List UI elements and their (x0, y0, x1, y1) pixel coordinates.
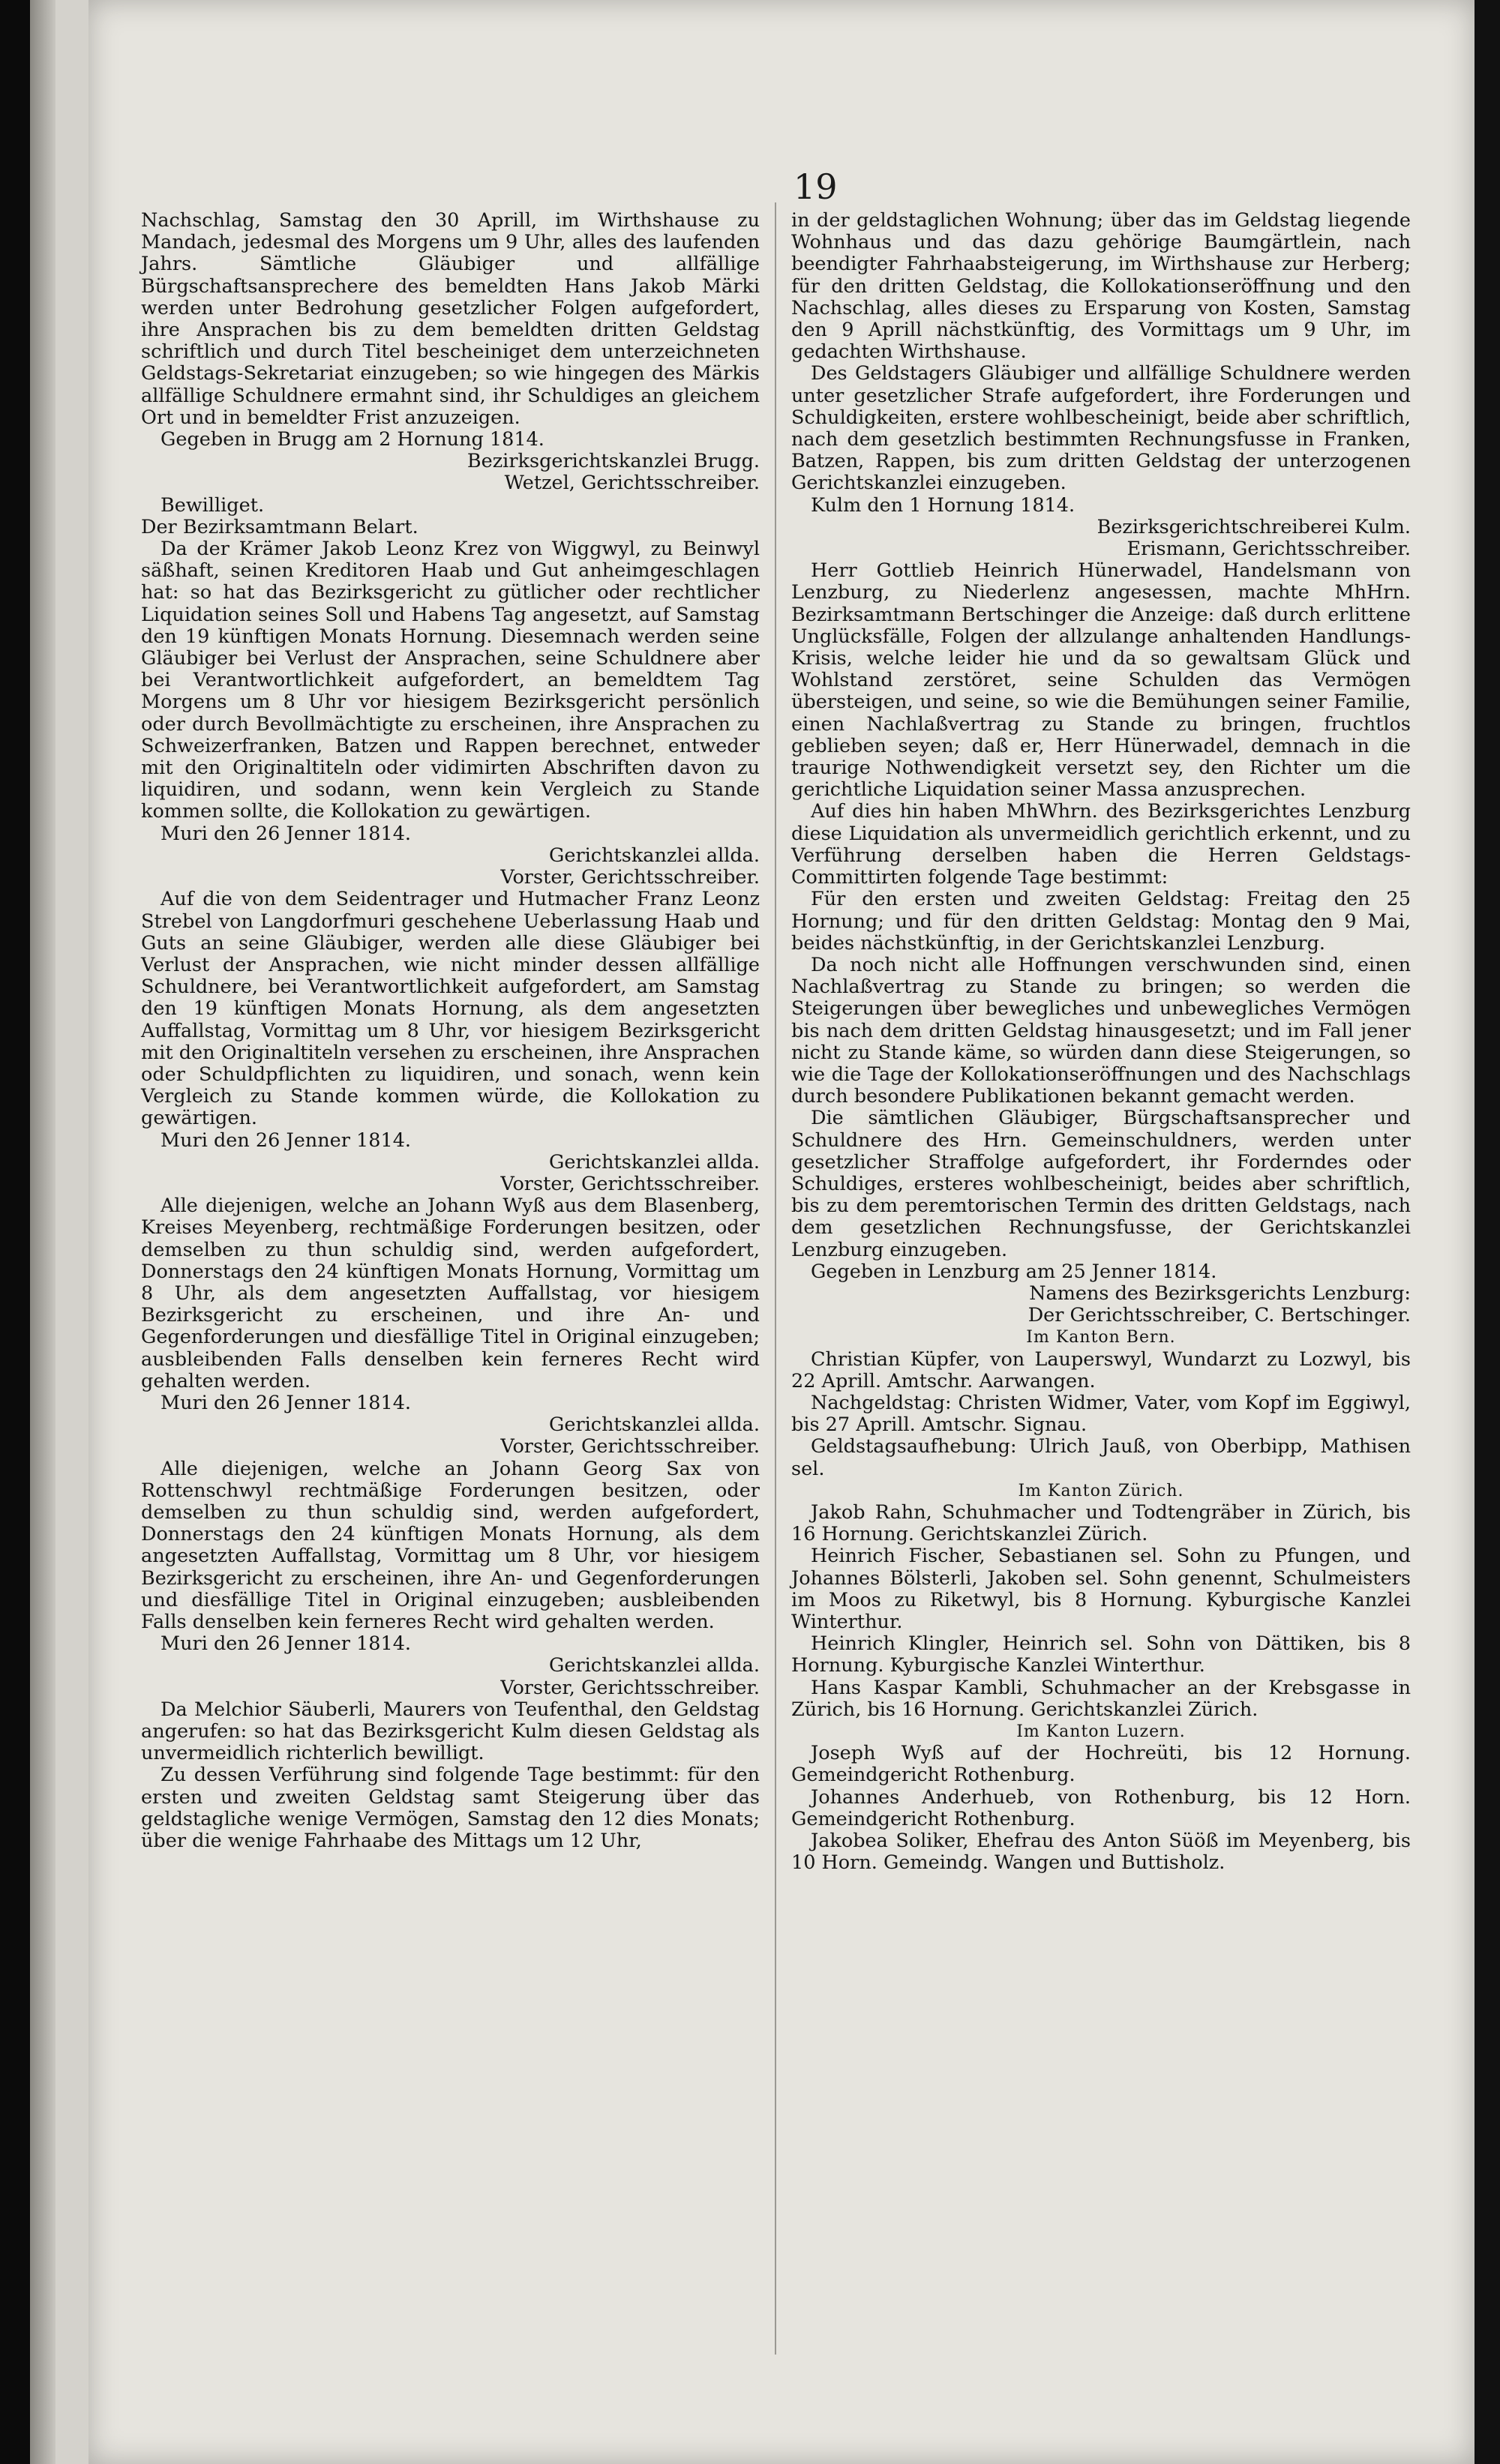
signature-line: Wetzel, Gerichtsschreiber. (504, 472, 760, 495)
binding-shadow (30, 0, 56, 2464)
notice-paragraph: Da noch nicht alle Hoffnungen verschwunden sind, einen Nachlaßvertrag zu Stande zu bringen; so werden die Steigerungen über bewegliches und unbewegliches Vermögen bis nach dem dritten Geldstag hinausgesetzt; und im Fall jener nicht zu Stande käme, so würden dann diese Steigerungen, so wie die Tage der Kollokationseröffnungen und des Nachschlags durch besondere Publikationen bekannt gemacht werden. (791, 953, 1411, 1108)
notice-paragraph: Nachschlag, Samstag den 30 Aprill, im Wirthshause zu Mandach, jedesmal des Morgens um 9 Uhr, alles des laufenden Jahrs. Sämtliche Gläubiger und allfällige Bürgschaftsansprechere des bemeldten Hans Jakob Märki werden unter Bedrohung gesetzlicher Folgen aufgefordert, ihre Ansprachen bis zu dem bemeldten dritten Geldstag schriftlich und durch Titel bescheiniget dem unterzeichneten Geldstags-Sekretariat einzugeben; so wie hingegen des Märkis allfällige Schuldnere ermahnt sind, ihr Schuldiges an gleichem Ort und in bemeldter Frist anzuzeigen. (141, 209, 760, 429)
notice-paragraph: Nachgeldstag: Christen Widmer, Vater, vom Kopf im Eggiwyl, bis 27 Aprill. Amtschr. Signau. (791, 1391, 1411, 1437)
notice-paragraph: Jakob Rahn, Schuhmacher und Todtengräber in Zürich, bis 16 Hornung. Gerichtskanzlei Zürich. (791, 1500, 1411, 1546)
date-line: Bewilliget. (160, 493, 265, 517)
notice-paragraph: Jakobea Soliker, Ehefrau des Anton Süöß im Meyenberg, bis 10 Horn. Gemeindg. Wangen und Buttisholz. (791, 1830, 1411, 1875)
date-line: Muri den 26 Jenner 1814. (160, 1632, 412, 1656)
notice-paragraph: Herr Gottlieb Heinrich Hünerwadel, Handelsmann von Lenzburg, zu Niederlenz angesessen, machte MhHrn. Bezirksamtmann Bertschinger die Anzeige: daß durch erlittene Unglücksfälle, Folgen der allzulange anhaltenden Handlungs-Krisis, welche leider hie und da so gewaltsam Glück und Wohlstand zerstöret, seine Schulden das Vermögen übersteigen, und seine, so wie die Bemühungen seiner Familie, einen Nachlaßvertrag zu Stande zu bringen, fruchtlos geblieben seyen; daß er, Herr Hünerwadel, demnach in die traurige Nothwendigkeit versetzt sey, den Richter um die gerichtliche Liquidation seiner Massa anzusprechen. (791, 559, 1411, 802)
canton-heading: Im Kanton Bern. (1026, 1328, 1176, 1347)
notice-paragraph: Alle diejenigen, welche an Johann Wyß aus dem Blasenberg, Kreises Meyenberg, rechtmäßige Forderungen besitzen, oder demselben zu thun schuldig sind, werden aufgefordert, Donnerstags den 24 künftigen Monats Hornung, Vormittag um 8 Uhr, als dem angesetzten Auffallstag, vor hiesigem Bezirksgericht zu erscheinen, und ihre An- und Gegenforderungen und diesfällige Titel in Original einzugeben; ausbleibenden Falls denselben kein ferneres Recht wird gehalten werden. (141, 1195, 760, 1392)
notice-paragraph: Auf dies hin haben MhWhrn. des Bezirksgerichtes Lenzburg diese Liquidation als unvermeidlich gerichtlich erkennt, und zu Verführung derselben haben die Herren Geldstags-Committirten folgende Tage bestimmt: (791, 800, 1411, 889)
signature-line: Vorster, Gerichtsschreiber. (500, 1676, 760, 1699)
notice-paragraph: Joseph Wyß auf der Hochreüti, bis 12 Hornung. Gemeindgericht Rothenburg. (791, 1742, 1411, 1787)
signature-line: Gerichtskanzlei allda. (548, 1150, 760, 1174)
official-note: Der Bezirksamtmann Belart. (141, 515, 418, 538)
date-line: Muri den 26 Jenner 1814. (160, 822, 412, 845)
notice-paragraph: Des Geldstagers Gläubiger und allfällige Schuldnere werden unter gesetzlicher Strafe aufgefordert, ihre Forderungen und Schuldigkeiten, erstere wohlbescheinigt, beide aber schriftlich, nach dem gesetzlich bestimmten Rechnungsfusse in Franken, Batzen, Rappen, bis zum dritten Geldstag der unterzogenen Gerichtskanzlei einzugeben. (791, 362, 1411, 495)
notice-paragraph: Johannes Anderhueb, von Rothenburg, bis 12 Horn. Gemeindgericht Rothenburg. (791, 1785, 1411, 1830)
date-line: Gegeben in Lenzburg am 25 Jenner 1814. (811, 1260, 1217, 1283)
signature-line: Gerichtskanzlei allda. (548, 1413, 760, 1437)
signature-line: Bezirksgerichtschreiberei Kulm. (1096, 515, 1411, 538)
signature-line: Vorster, Gerichtsschreiber. (500, 1172, 760, 1195)
date-line: Gegeben in Brugg am 2 Hornung 1814. (160, 428, 544, 451)
newspaper-page (88, 0, 1474, 2464)
notice-paragraph: Die sämtlichen Gläubiger, Bürgschaftsansprecher und Schuldnere des Hrn. Gemeinschuldners, werden unter gesetzlicher Straffolge aufgefordert, ihr Forderndes oder Schuldiges, ersteres wohlbescheinigt, beides aber schriftlich, bis zu dem peremtorischen Termin des dritten Geldstags, nach dem gesetzlichen Rechnungsfusse, der Gerichtskanzlei Lenzburg einzugeben. (791, 1107, 1411, 1261)
notice-paragraph: Auf die von dem Seidentrager und Hutmacher Franz Leonz Strebel von Langdorfmuri geschehene Ueberlassung Haab und Guts an seine Gläubiger, werden alle diese Gläubiger bei Verlust der Ansprachen, wie nicht minder dessen allfällige Schuldnere, bei Verantwortlichkeit aufgefordert, am Samstag den 19 künftigen Monats Hornung, als dem angesetzten Auffallstag, Vormittag um 8 Uhr, vor hiesigem Bezirksgericht mit den Originaltiteln versehen zu erscheinen, ihre Ansprachen oder Schuldpflichten zu liquidiren, und sonach, wenn kein Vergleich zu Stande kommen würde, die Kollokation zu gewärtigen. (141, 888, 760, 1130)
notice-paragraph: Alle diejenigen, welche an Johann Georg Sax von Rottenschwyl rechtmäßige Forderungen besitzen, oder demselben zu thun schuldig sind, werden aufgefordert, Donnerstags den 24 künftigen Monats Hornung, als dem angesetzten Auffallstag, Vormittag um 8 Uhr, vor hiesigem Bezirksgericht zu erscheinen, ihre An- und Gegenforderungen und diesfällige Titel in Original einzugeben; ausbleibenden Falls denselben kein ferneres Recht wird gehalten werden. (141, 1457, 760, 1633)
signature-line: Vorster, Gerichtsschreiber. (500, 866, 760, 889)
date-line: Kulm den 1 Hornung 1814. (811, 493, 1076, 517)
signature-line: Gerichtskanzlei allda. (548, 1654, 760, 1677)
signature-line: Der Gerichtsschreiber, C. Bertschinger. (1028, 1304, 1411, 1327)
date-line: Muri den 26 Jenner 1814. (160, 1129, 412, 1152)
canton-heading: Im Kanton Luzern. (1016, 1722, 1186, 1742)
notice-paragraph: in der geldstaglichen Wohnung; über das im Geldstag liegende Wohnhaus und das dazu gehörige Baumgärtlein, nach beendigter Fahrhaabsteigerung, im Wirthshause zur Herberg; für den dritten Geldstag, die Kollokationseröffnung und den Nachschlag, alles dieses zu Ersparung von Kosten, Samstag den 9 Aprill nächstkünftig, des Vormittags um 9 Uhr, im gedachten Wirthshause. (791, 209, 1411, 364)
notice-paragraph: Für den ersten und zweiten Geldstag: Freitag den 25 Hornung; und für den dritten Geldstag: Montag den 9 Mai, beides nächstkünftig, in der Gerichtskanzlei Lenzburg. (791, 888, 1411, 955)
notice-paragraph: Heinrich Klingler, Heinrich sel. Sohn von Dättiken, bis 8 Hornung. Kyburgische Kanzlei Winterthur. (791, 1632, 1411, 1677)
signature-line: Erismann, Gerichtsschreiber. (1126, 538, 1411, 561)
notice-paragraph: Da der Krämer Jakob Leonz Krez von Wiggwyl, zu Beinwyl säßhaft, seinen Kreditoren Haab und Gut anheimgeschlagen hat: so hat das Bezirksgericht zu gütlicher oder rechtlicher Liquidation seines Soll und Habens Tag angesetzt, auf Samstag den 19 künftigen Monats Hornung. Diesemnach werden seine Gläubiger bei Verlust der Ansprachen, seine Schuldnere aber bei Verantwortlichkeit aufgefordert, an bemeldtem Tag Morgens um 8 Uhr vor hiesigem Bezirksgericht persönlich oder durch Bevollmächtigte zu erscheinen, ihre Ansprachen zu Schweizerfranken, Batzen und Rappen berechnet, entweder mit den Originaltiteln oder vidimirten Abschriften davon zu liquidiren, und sodann, wenn kein Vergleich zu Stande kommen sollte, die Kollokation zu gewärtigen. (141, 538, 760, 823)
left-column (141, 210, 760, 1852)
column-divider (775, 202, 776, 2355)
canton-heading: Im Kanton Zürich. (1018, 1481, 1184, 1500)
date-line: Muri den 26 Jenner 1814. (160, 1391, 412, 1414)
scan-edge (1474, 0, 1500, 2464)
signature-line: Vorster, Gerichtsschreiber. (500, 1435, 760, 1458)
notice-paragraph: Christian Küpfer, von Lauperswyl, Wundarzt zu Lozwyl, bis 22 Aprill. Amtschr. Aarwangen. (791, 1347, 1411, 1392)
signature-line: Bezirksgerichtskanzlei Brugg. (466, 450, 760, 473)
signature-line: Gerichtskanzlei allda. (548, 844, 760, 867)
notice-paragraph: Zu dessen Verführung sind folgende Tage bestimmt: für den ersten und zweiten Geldstag samt Steigerung über das geldstagliche wenige Vermögen, Samstag den 12 dies Monats; über die wenige Fahrhaabe des Mittags um 12 Uhr, (141, 1764, 760, 1853)
page-number: 19 (794, 166, 838, 207)
signature-line: Namens des Bezirksgerichts Lenzburg: (1029, 1281, 1411, 1305)
notice-paragraph: Da Melchior Säuberli, Maurers von Teufenthal, den Geldstag angerufen: so hat das Bezirksgericht Kulm diesen Geldstag als unvermeidlich richterlich bewilligt. (141, 1698, 760, 1765)
right-column (791, 210, 1411, 1874)
notice-paragraph: Heinrich Fischer, Sebastianen sel. Sohn zu Pfungen, und Johannes Bölsterli, Jakoben sel. Sohn genennt, Schulmeisters im Moos zu Riketwyl, bis 8 Hornung. Kyburgische Kanzlei Winterthur. (791, 1545, 1411, 1633)
notice-paragraph: Geldstagsaufhebung: Ulrich Jauß, von Oberbipp, Mathisen sel. (791, 1435, 1411, 1480)
notice-paragraph: Hans Kaspar Kambli, Schuhmacher an der Krebsgasse in Zürich, bis 16 Hornung. Gerichtskanzlei Zürich. (791, 1676, 1411, 1721)
